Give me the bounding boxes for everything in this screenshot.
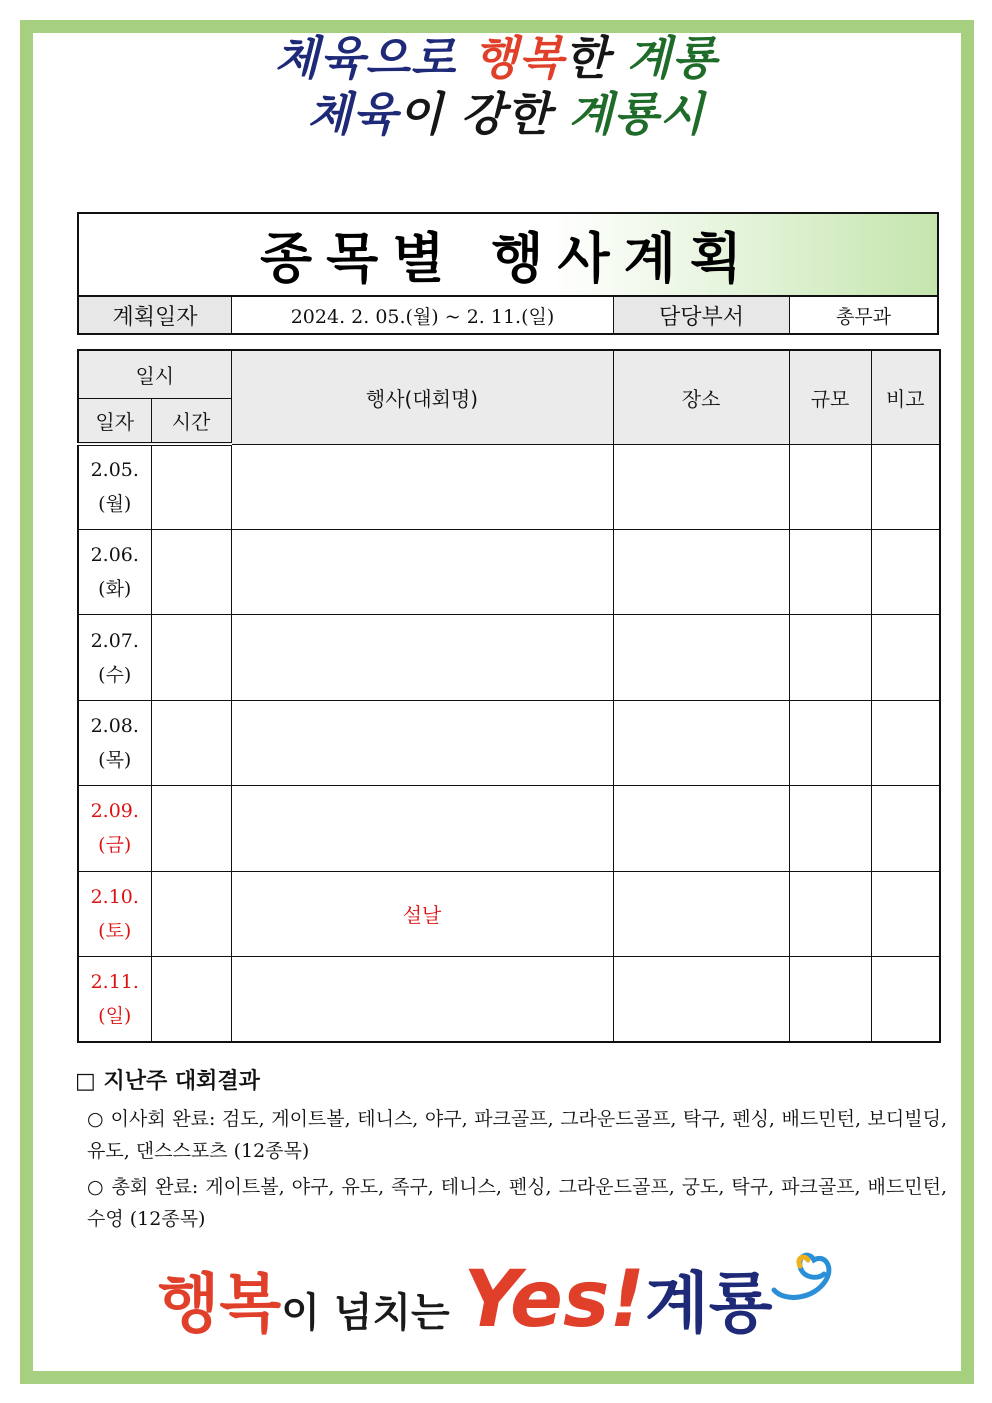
col-date: 일자 — [78, 398, 151, 444]
table-row — [78, 444, 940, 529]
note-cell — [871, 871, 940, 956]
event-cell — [231, 444, 613, 529]
scale-cell — [789, 444, 871, 529]
date-text: 2.07. — [90, 629, 139, 652]
time-cell — [151, 957, 231, 1042]
col-scale: 규모 — [789, 350, 871, 444]
note-cell — [871, 615, 940, 700]
weekday-text: (일) — [98, 1005, 132, 1028]
title-block — [77, 212, 939, 335]
date-cell — [78, 786, 151, 871]
table-row — [78, 529, 940, 614]
scale-cell — [789, 700, 871, 785]
date-text: 2.05. — [90, 459, 139, 482]
place-cell — [613, 615, 789, 700]
place-cell — [613, 444, 789, 529]
table-row — [78, 700, 940, 785]
event-cell — [231, 529, 613, 614]
slogan-line-1 — [0, 30, 992, 86]
place-cell — [613, 871, 789, 956]
time-cell — [151, 615, 231, 700]
date-cell — [78, 957, 151, 1042]
place-cell — [613, 957, 789, 1042]
time-cell — [151, 529, 231, 614]
col-event: 행사(대회명) — [231, 350, 613, 444]
date-cell — [78, 444, 151, 529]
heart-icon — [764, 1250, 834, 1306]
note-cell — [871, 444, 940, 529]
bottom-slogan-word: 계룡 — [644, 1265, 773, 1342]
slogan-line-2 — [20, 86, 992, 142]
table-row — [78, 786, 940, 871]
table-header-row — [78, 350, 940, 398]
event-cell — [231, 786, 613, 871]
note-cell — [871, 700, 940, 785]
col-place: 장소 — [613, 350, 789, 444]
dept-value: 총무과 — [835, 305, 892, 328]
scale-cell — [789, 957, 871, 1042]
bottom-slogan-word: Yes! — [463, 1255, 645, 1345]
title-band — [79, 214, 937, 297]
note-cell — [871, 957, 940, 1042]
slogan-word: 체육으로 — [274, 31, 474, 85]
results-heading: □ 지난주 대회결과 — [75, 1069, 260, 1094]
place-cell — [613, 529, 789, 614]
bottom-slogan — [0, 1250, 992, 1345]
weekday-text: (화) — [98, 578, 132, 601]
plan-date-label: 계획일자 — [79, 297, 232, 333]
results-section — [75, 1064, 947, 1235]
event-cell — [231, 615, 613, 700]
plan-date-value: 2024. 2. 05.(월) ~ 2. 11.(일) — [232, 297, 614, 333]
page-title: 종목별 행사계획 — [260, 227, 756, 290]
slogan-word: 이 강한 — [398, 87, 569, 141]
info-row — [79, 297, 937, 333]
place-cell — [613, 700, 789, 785]
schedule-table — [77, 349, 941, 1043]
slogan-word: 한 — [564, 31, 627, 85]
note-cell — [871, 786, 940, 871]
scale-cell — [789, 786, 871, 871]
time-cell — [151, 786, 231, 871]
dept-label: 담당부서 — [614, 297, 790, 333]
top-slogan — [0, 30, 992, 142]
time-cell — [151, 700, 231, 785]
table-row — [78, 957, 940, 1042]
scale-cell — [789, 871, 871, 956]
weekday-text: (토) — [98, 919, 132, 942]
date-cell — [78, 700, 151, 785]
date-text: 2.06. — [90, 544, 139, 567]
event-cell: 설날 — [231, 871, 613, 956]
col-note: 비고 — [871, 350, 940, 444]
date-text: 2.11. — [90, 971, 139, 994]
result-item: ○ 총회 완료: 게이트볼, 야구, 유도, 족구, 테니스, 펜싱, 그라운드골프, 궁도, 탁구, 파크골프, 배드민턴, 수영 (12종목) — [87, 1176, 947, 1230]
place-cell — [613, 786, 789, 871]
schedule-body — [78, 444, 940, 1042]
result-item: ○ 이사회 완료: 검도, 게이트볼, 테니스, 야구, 파크골프, 그라운드골프, 탁구, 펜싱, 배드민턴, 보디빌딩, 유도, 댄스스포츠 (12종목) — [87, 1108, 947, 1162]
date-text: 2.10. — [90, 885, 139, 908]
time-cell — [151, 871, 231, 956]
bottom-slogan-word: 이 넘치는 — [281, 1290, 464, 1336]
weekday-text: (목) — [98, 748, 132, 771]
slogan-word: 계룡시 — [568, 87, 705, 141]
event-cell — [231, 700, 613, 785]
scale-cell — [789, 615, 871, 700]
table-row — [78, 871, 940, 956]
weekday-text: (금) — [98, 834, 132, 857]
date-cell — [78, 615, 151, 700]
date-text: 2.08. — [90, 714, 139, 737]
date-text: 2.09. — [90, 800, 139, 823]
date-cell — [78, 529, 151, 614]
col-datetime: 일시 — [78, 350, 231, 398]
date-cell — [78, 871, 151, 956]
weekday-text: (월) — [98, 493, 132, 516]
weekday-text: (수) — [98, 663, 132, 686]
slogan-word: 행복 — [473, 31, 565, 85]
table-row — [78, 615, 940, 700]
col-time: 시간 — [151, 398, 231, 444]
scale-cell — [789, 529, 871, 614]
slogan-word: 체육 — [307, 87, 399, 141]
note-cell — [871, 529, 940, 614]
bottom-slogan-word: 행복 — [157, 1268, 282, 1342]
slogan-word: 계룡 — [626, 31, 718, 85]
event-cell — [231, 957, 613, 1042]
time-cell — [151, 444, 231, 529]
